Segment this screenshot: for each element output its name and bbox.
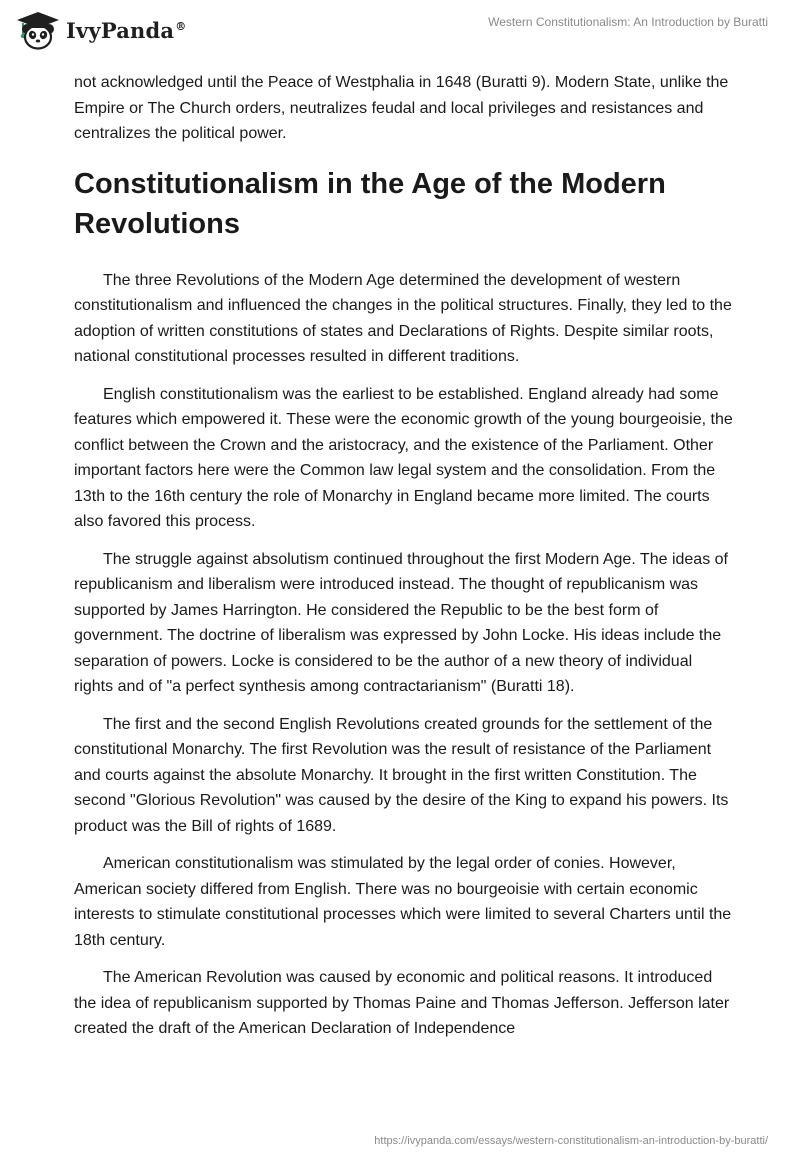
source-url[interactable]: https://ivypanda.com/essays/western-constitutionalism-an-introduction-by-buratti/ xyxy=(374,1135,768,1147)
body-paragraph: The three Revolutions of the Modern Age determined the development of western constitutionalism and influenced the changes in the political structures. Finally, they led to the adoption of written constitutions of states and Declarations of Rights. Despite similar roots, national constitutional processes resulted in different traditions. xyxy=(74,271,732,365)
panda-graduation-cap-icon xyxy=(14,9,62,51)
brand-name: IvyPanda® xyxy=(66,17,187,43)
body-paragraph: American constitutionalism was stimulated by the legal order of conies. However, American society differed from English. There was no bourgeoisie with certain economic interests to stimulate constitutional processes which were limited to several Charters until the 18th century. xyxy=(74,855,732,949)
body-paragraph: English constitutionalism was the earliest to be established. England already had some features which empowered it. These were the economic growth of the young bourgeoisie, the conflict between the Crown and the aristocracy, and the existence of the Parliament. Other important factors here were the Common law legal system and the consolidation. From the 13th to the 16th century the role of Monarchy in England became more limited. The courts also favored this process. xyxy=(74,385,733,530)
essay-body xyxy=(74,70,734,1054)
body-paragraph: The struggle against absolutism continued throughout the first Modern Age. The ideas of republicanism and liberalism were introduced instead. The thought of republicanism was supported by James Harrington. He considered the Republic to be the best form of government. The doctrine of liberalism was expressed by John Locke. His ideas include the separation of powers. Locke is considered to be the author of a new theory of individual rights and of "a perfect synthesis among contractarianism" (Buratti 18). xyxy=(74,550,728,695)
lead-paragraph: not acknowledged until the Peace of Westphalia in 1648 (Buratti 9). Modern State, unlike the Empire or The Church orders, neutralizes feudal and local privileges and resistances and centralizes the political power. xyxy=(74,74,729,142)
section-heading: Constitutionalism in the Age of the Modern Revolutions xyxy=(74,167,666,240)
ivypanda-logo[interactable] xyxy=(14,9,186,51)
document-title: Western Constitutionalism: An Introduction by Buratti xyxy=(488,15,768,29)
body-paragraph: The American Revolution was caused by economic and political reasons. It introduced the idea of republicanism supported by Thomas Paine and Thomas Jefferson. Jefferson later created the draft of the American Declaration of Independence xyxy=(74,969,730,1037)
page-header xyxy=(0,0,800,70)
registered-mark: ® xyxy=(175,19,187,33)
body-paragraph: The first and the second English Revolutions created grounds for the settlement of the constitutional Monarchy. The first Revolution was the result of resistance of the Parliament and courts against the absolute Monarchy. It brought in the first written Constitution. The second "Glorious Revolution" was caused by the desire of the King to expand his powers. Its product was the Bill of rights of 1689. xyxy=(74,715,729,835)
